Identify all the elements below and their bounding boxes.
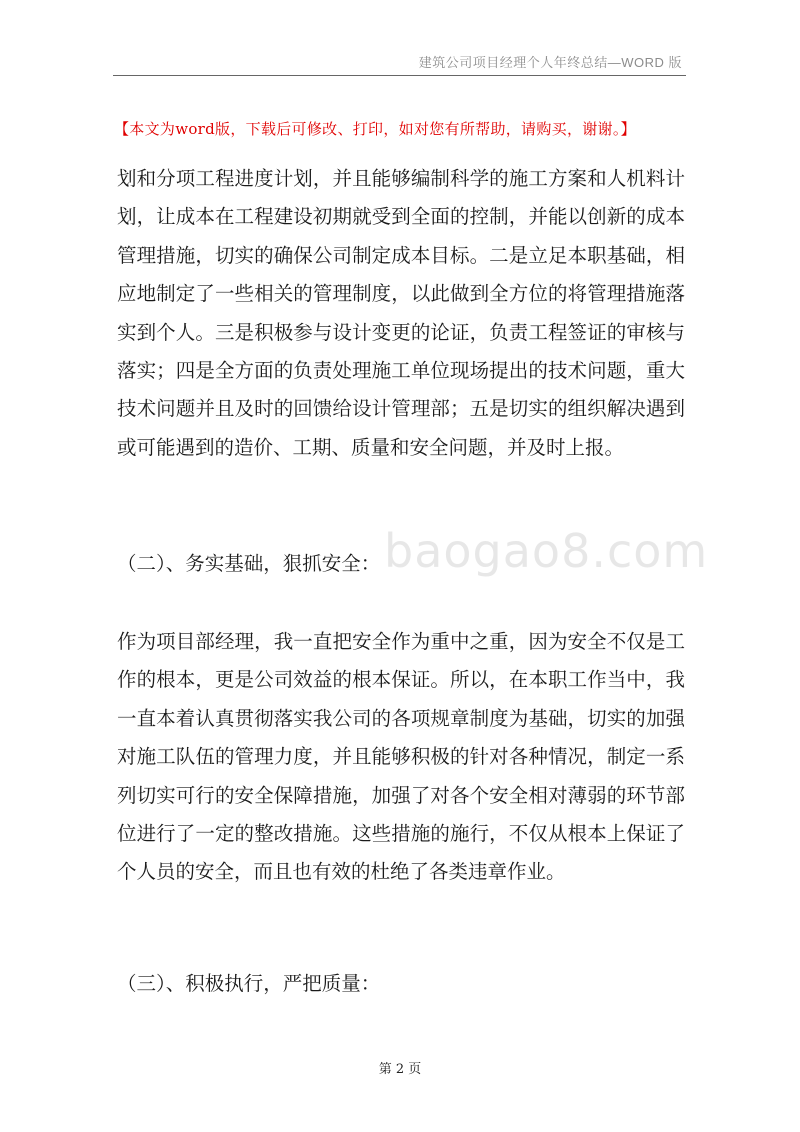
section-heading-3: （三）、积极执行，严把质量：	[117, 972, 381, 995]
purchase-notice: 【本文为word版，下载后可修改、打印，如对您有所帮助，请购买，谢谢。】	[114, 120, 636, 138]
site-watermark: baogao8.com	[384, 524, 709, 578]
section-heading-2: （二）、务实基础，狠抓安全：	[117, 552, 381, 575]
page-number: 第 2 页	[378, 1062, 422, 1077]
body-paragraph-1: 划和分项工程进度计划，并且能够编制科学的施工方案和人机料计划，让成本在工程建设初期就受到全面的控制，并能以创新的成本管理措施，切实的确保公司制定成本目标。二是立足本职基础，相应地制定了一些相关的管理制度，以此做到全方位的将管理措施落实到个人。三是积极参与设计变更的论证，负责工程签证的审核与落实；四是全方面的负责处理施工单位现场提出的技术问题，重大技术问题并且及时的回馈给设计管理部；五是切实的组织解决遇到或可能遇到的造价、工期、质量和安全问题，并及时上报。	[117, 167, 685, 459]
body-paragraph-2: 作为项目部经理，我一直把安全作为重中之重，因为安全不仅是工作的根本，更是公司效益的根本保证。所以，在本职工作当中，我一直本着认真贯彻落实我公司的各项规章制度为基础，切实的加强对施工队伍的管理力度，并且能够积极的针对各种情况，制定一系列切实可行的安全保障措施，加强了对各个安全相对薄弱的环节部位进行了一定的整改措施。这些措施的施行，不仅从根本上保证了个人员的安全，而且也有效的杜绝了各类违章作业。	[117, 630, 685, 884]
running-header: 建筑公司项目经理个人年终总结—WORD 版	[418, 55, 682, 70]
header-divider	[113, 75, 686, 76]
